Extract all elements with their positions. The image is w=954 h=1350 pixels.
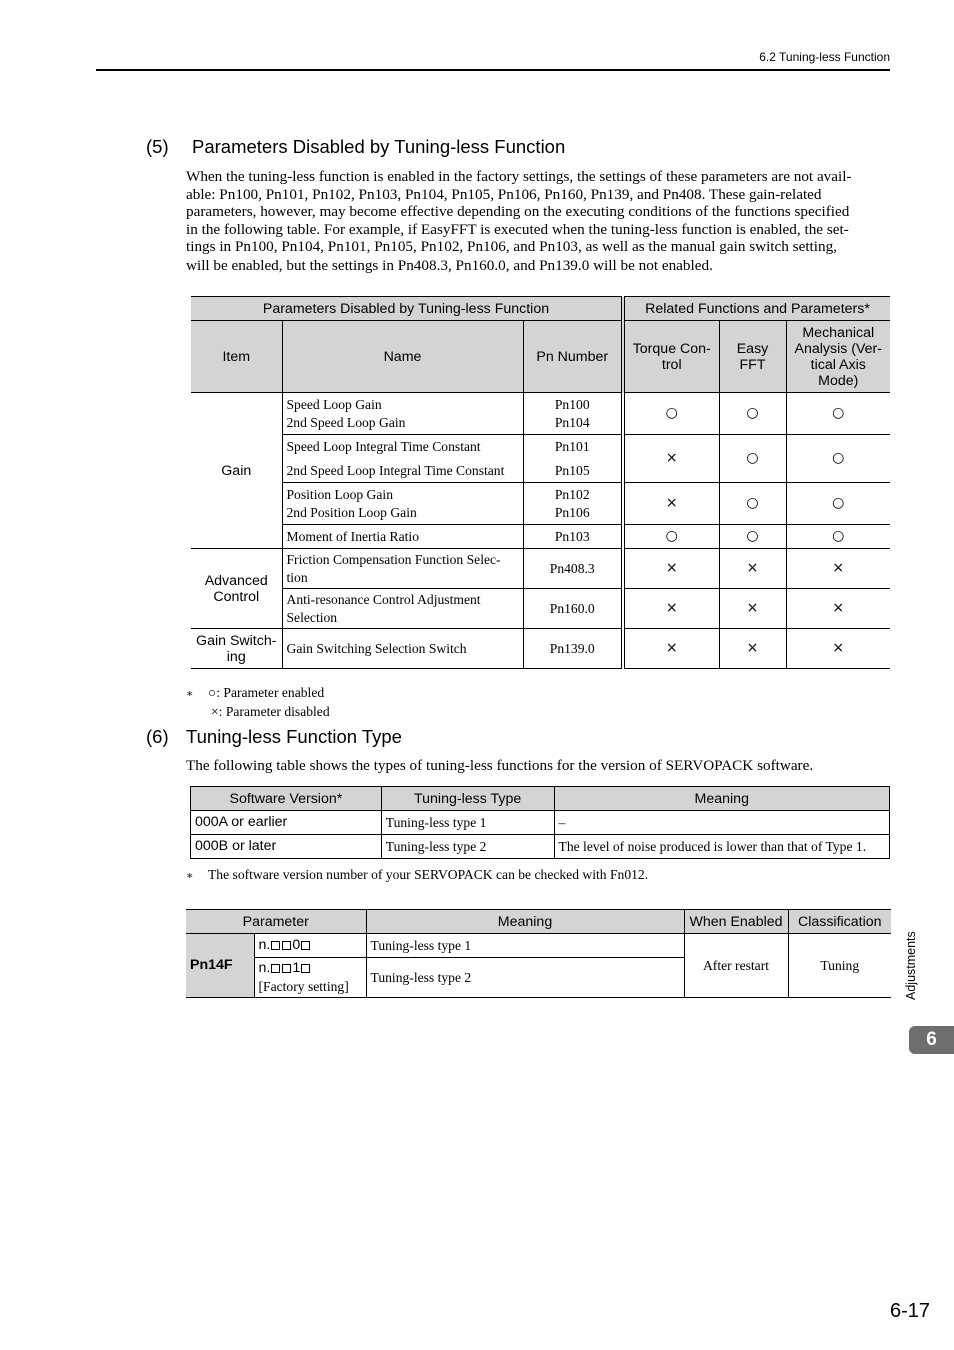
param-name: Speed Loop Gain [286, 396, 382, 412]
factory-setting-note: [Factory setting] [258, 978, 349, 994]
tuning-less-type: Tuning-less type 2 [381, 835, 554, 859]
meaning: The level of noise produced is lower than that of Type 1. [554, 835, 889, 859]
setting-meaning: Tuning-less type 1 [366, 934, 684, 958]
footnote-disabled: ×: Parameter disabled [211, 704, 330, 719]
placeholder-box-icon [271, 941, 280, 950]
table-row [186, 934, 891, 958]
param-name-cell [282, 435, 523, 483]
mechanical-analysis-mark: × [786, 629, 890, 669]
pn-number: Pn408.3 [523, 549, 623, 589]
param-name: 2nd Speed Loop Gain [286, 414, 406, 430]
section-6-paragraph: The following table shows the types of tuning-less functions for the version of SERVOPACK software. [186, 757, 814, 774]
col-header-meaning: Meaning [366, 910, 684, 934]
param-name: 2nd Speed Loop Integral Time Constant [286, 462, 505, 478]
paragraph-line: able: Pn100, Pn101, Pn102, Pn103, Pn104, Pn105, Pn106, Pn160, Pn139, and Pn408. These gain-related [186, 185, 822, 203]
pn-number: Pn139.0 [523, 629, 623, 669]
paragraph-line: parameters, however, may become effective depending on the executing conditions of the functions specified [186, 203, 850, 221]
param-name: Gain Switching Selection Switch [282, 629, 523, 669]
section-5-footnote [186, 684, 330, 720]
item-gain-switching: Gain Switch- ing [191, 629, 282, 669]
setting-value [254, 934, 366, 958]
param-name: Anti-resonance Control Adjustment [286, 591, 481, 607]
section-5-paragraph [186, 168, 892, 275]
table-row [191, 811, 890, 835]
param-name: Selection [286, 609, 338, 625]
param-name: 2nd Position Loop Gain [286, 504, 417, 520]
mechanical-analysis-mark: ○ [786, 483, 890, 525]
setting-digit: 0 [292, 936, 301, 953]
torque-control-mark: ○ [623, 393, 719, 435]
setting-prefix: n. [258, 936, 271, 953]
table-row [191, 549, 890, 589]
chapter-number-tab: 6 [909, 1026, 954, 1054]
torque-control-mark: ○ [623, 525, 719, 549]
classification: Tuning [788, 934, 891, 998]
torque-control-mark: × [623, 629, 719, 669]
pn-number-cell [523, 483, 623, 525]
tuning-less-type: Tuning-less type 1 [381, 811, 554, 835]
col-header-software-version: Software Version* [191, 787, 382, 811]
placeholder-box-icon [271, 964, 280, 973]
col-header-item: Item [191, 321, 282, 393]
group-header-left: Parameters Disabled by Tuning-less Function [191, 297, 623, 321]
item-gain: Gain [191, 393, 282, 549]
pn-number: Pn105 [554, 462, 590, 478]
pn-number: Pn102 [554, 486, 590, 502]
col-header-easy-fft: Easy FFT [719, 321, 786, 393]
mechanical-analysis-mark: ○ [786, 435, 890, 483]
torque-control-mark: × [623, 589, 719, 629]
group-header-right: Related Functions and Parameters* [623, 297, 890, 321]
col-header-meaning: Meaning [554, 787, 889, 811]
section-5-heading: Parameters Disabled by Tuning-less Function [192, 136, 566, 157]
table-row [191, 835, 890, 859]
table-row [191, 589, 890, 629]
section-5-title [146, 136, 565, 158]
item-advanced-control: Advanced Control [191, 549, 282, 629]
mechanical-analysis-mark: × [786, 549, 890, 589]
pn-number-cell [523, 393, 623, 435]
pn-number-cell [523, 435, 623, 483]
pn-number: Pn100 [554, 396, 590, 412]
section-5-number: (5) [146, 136, 169, 157]
footnote-marker: ∗ [186, 870, 194, 882]
header-rule [96, 69, 890, 71]
param-name-cell [282, 549, 523, 589]
pn14f-parameter-table [186, 909, 891, 998]
disabled-parameters-table [191, 296, 890, 669]
table-row [191, 629, 890, 669]
section-6-heading: Tuning-less Function Type [186, 726, 402, 747]
pn-number: Pn101 [554, 438, 590, 454]
col-header-tuning-less-type: Tuning-less Type [381, 787, 554, 811]
chapter-side-label: Adjustments [904, 931, 918, 1000]
col-header-mechanical-analysis: Mechanical Analysis (Ver- tical Axis Mode) [786, 321, 890, 393]
paragraph-line: When the tuning-less function is enabled in the factory settings, the settings of these parameters are not avail- [186, 168, 852, 185]
torque-control-mark: × [623, 435, 719, 483]
torque-control-mark: × [623, 483, 719, 525]
col-header-pn-number: Pn Number [523, 321, 623, 393]
table-row [191, 435, 890, 483]
page-number: 6-17 [889, 1300, 930, 1322]
placeholder-box-icon [282, 941, 291, 950]
section-6-number: (6) [146, 726, 169, 747]
pn-number: Pn160.0 [523, 589, 623, 629]
col-header-when-enabled: When Enabled [684, 910, 788, 934]
col-header-torque-control: Torque Con- trol [623, 321, 719, 393]
param-name: tion [286, 569, 308, 585]
placeholder-box-icon [301, 941, 310, 950]
mechanical-analysis-mark: × [786, 589, 890, 629]
placeholder-box-icon [282, 964, 291, 973]
param-name-cell [282, 483, 523, 525]
easy-fft-mark: × [719, 549, 786, 589]
param-name-cell [282, 589, 523, 629]
easy-fft-mark: ○ [719, 393, 786, 435]
param-name: Friction Compensation Function Selec- [286, 551, 501, 567]
running-header: 6.2 Tuning-less Function [759, 50, 890, 64]
setting-meaning: Tuning-less type 2 [366, 958, 684, 998]
footnote-text: The software version number of your SERVOPACK can be checked with Fn012. [208, 867, 649, 882]
table-row [191, 393, 890, 435]
meaning: – [554, 811, 889, 835]
when-enabled: After restart [684, 934, 788, 998]
param-name: Moment of Inertia Ratio [282, 525, 523, 549]
software-version: 000B or later [191, 835, 382, 859]
mechanical-analysis-mark: ○ [786, 393, 890, 435]
pn-number: Pn104 [554, 414, 590, 430]
section-6-title [146, 726, 402, 748]
param-name-cell [282, 393, 523, 435]
easy-fft-mark: × [719, 629, 786, 669]
easy-fft-mark: ○ [719, 483, 786, 525]
pn-number: Pn103 [523, 525, 623, 549]
col-header-classification: Classification [788, 910, 891, 934]
paragraph-line: in the following table. For example, if EasyFFT is executed when the tuning-less function is enabled, the set- [186, 220, 849, 238]
easy-fft-mark: ○ [719, 435, 786, 483]
pn-number: Pn106 [554, 504, 590, 520]
table-row [191, 525, 890, 549]
setting-value [254, 958, 366, 998]
table-row [191, 483, 890, 525]
tuning-less-type-table [190, 786, 890, 859]
setting-digit: 1 [292, 959, 301, 976]
col-header-parameter: Parameter [186, 910, 366, 934]
param-name: Position Loop Gain [286, 486, 393, 502]
mechanical-analysis-mark: ○ [786, 525, 890, 549]
section-6-footnote [186, 866, 648, 885]
placeholder-box-icon [301, 964, 310, 973]
easy-fft-mark: ○ [719, 525, 786, 549]
parameter-name: Pn14F [186, 934, 254, 998]
paragraph-line: will be enabled, but the settings in Pn408.3, Pn160.0, and Pn139.0 will be not enabled. [186, 256, 713, 274]
col-header-name: Name [282, 321, 523, 393]
paragraph-line: tings in Pn100, Pn104, Pn101, Pn105, Pn102, Pn106, and Pn103, as well as the manual gain switch setting, [186, 238, 837, 256]
torque-control-mark: × [623, 549, 719, 589]
param-name: Speed Loop Integral Time Constant [286, 438, 481, 454]
setting-prefix: n. [258, 959, 271, 976]
footnote-enabled: ○: Parameter enabled [208, 685, 325, 700]
footnote-marker: ∗ [186, 688, 194, 700]
software-version: 000A or earlier [191, 811, 382, 835]
easy-fft-mark: × [719, 589, 786, 629]
